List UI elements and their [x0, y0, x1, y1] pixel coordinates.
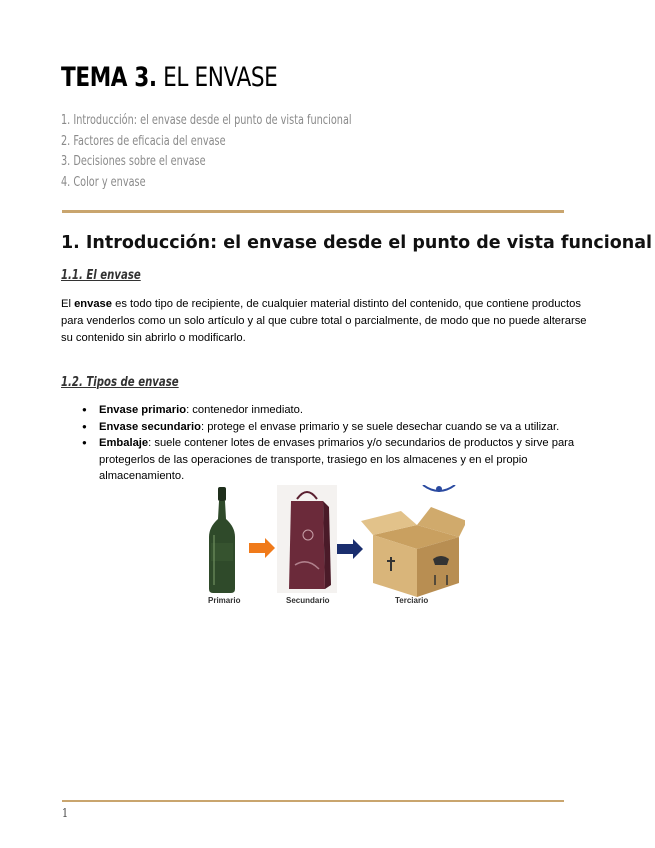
list-item [82, 402, 592, 419]
divider-top [62, 210, 564, 213]
list-text: : suele contener lotes de envases primarios y/o secundarios de productos y sirve para protegerlos de las operaciones de transporte, trasiego en los almacenes y en el propio almacenamiento. [99, 437, 575, 482]
divider-bottom [62, 800, 564, 802]
list-item [82, 419, 592, 436]
list-item [82, 435, 592, 485]
title-number: TEMA 3. [61, 62, 157, 93]
packaging-illustration [195, 485, 465, 610]
paragraph-definition [61, 296, 591, 347]
toc-item[interactable]: 4. Color y envase [61, 173, 146, 190]
title-text: EL ENVASE [156, 62, 278, 93]
arrow-right-icon [337, 539, 363, 559]
toc-item[interactable]: 1. Introducción: el envase desde el punto de vista funcional [61, 112, 352, 128]
subsection-heading: 1.2. Tipos de envase [61, 375, 179, 390]
logo-icon [423, 485, 455, 492]
paragraph-text: es todo tipo de recipiente, de cualquier material distinto del contenido, que contiene productos para venderlos como un solo artículo y al que cubre total o parcialmente, de modo que no puede alterarse su contenido sin abrirlo o modificarlo. [61, 298, 587, 344]
champagne-bottle-icon [209, 487, 235, 593]
bullet-list [82, 402, 592, 485]
packaging-types-figure [195, 485, 465, 610]
list-term: Envase secundario [99, 420, 201, 433]
section-heading: 1. Introducción: el envase desde el punto de vista funcional [61, 233, 653, 253]
paragraph-term: envase [74, 298, 113, 310]
figure-caption: Terciario [395, 596, 429, 605]
table-of-contents [61, 110, 465, 192]
arrow-right-icon [249, 538, 275, 558]
figure-caption: Secundario [286, 596, 330, 605]
list-text: : protege el envase primario y se suele desechar cuando se va a utilizar. [200, 420, 560, 433]
list-term: Envase primario [99, 404, 187, 416]
wine-bag-icon [277, 485, 337, 593]
toc-item[interactable]: 3. Decisiones sobre el envase [61, 153, 206, 169]
list-text: : contenedor inmediato. [186, 404, 303, 416]
paragraph-text: El [61, 298, 75, 310]
page-number: 1 [62, 806, 69, 820]
cardboard-box-icon [361, 507, 465, 597]
list-term: Embalaje [99, 437, 149, 449]
subsection-heading: 1.1. El envase [61, 268, 141, 283]
toc-item[interactable]: 2. Factores de eficacia del envase [61, 132, 226, 149]
figure-caption: Primario [208, 596, 241, 605]
page-title [61, 62, 277, 93]
